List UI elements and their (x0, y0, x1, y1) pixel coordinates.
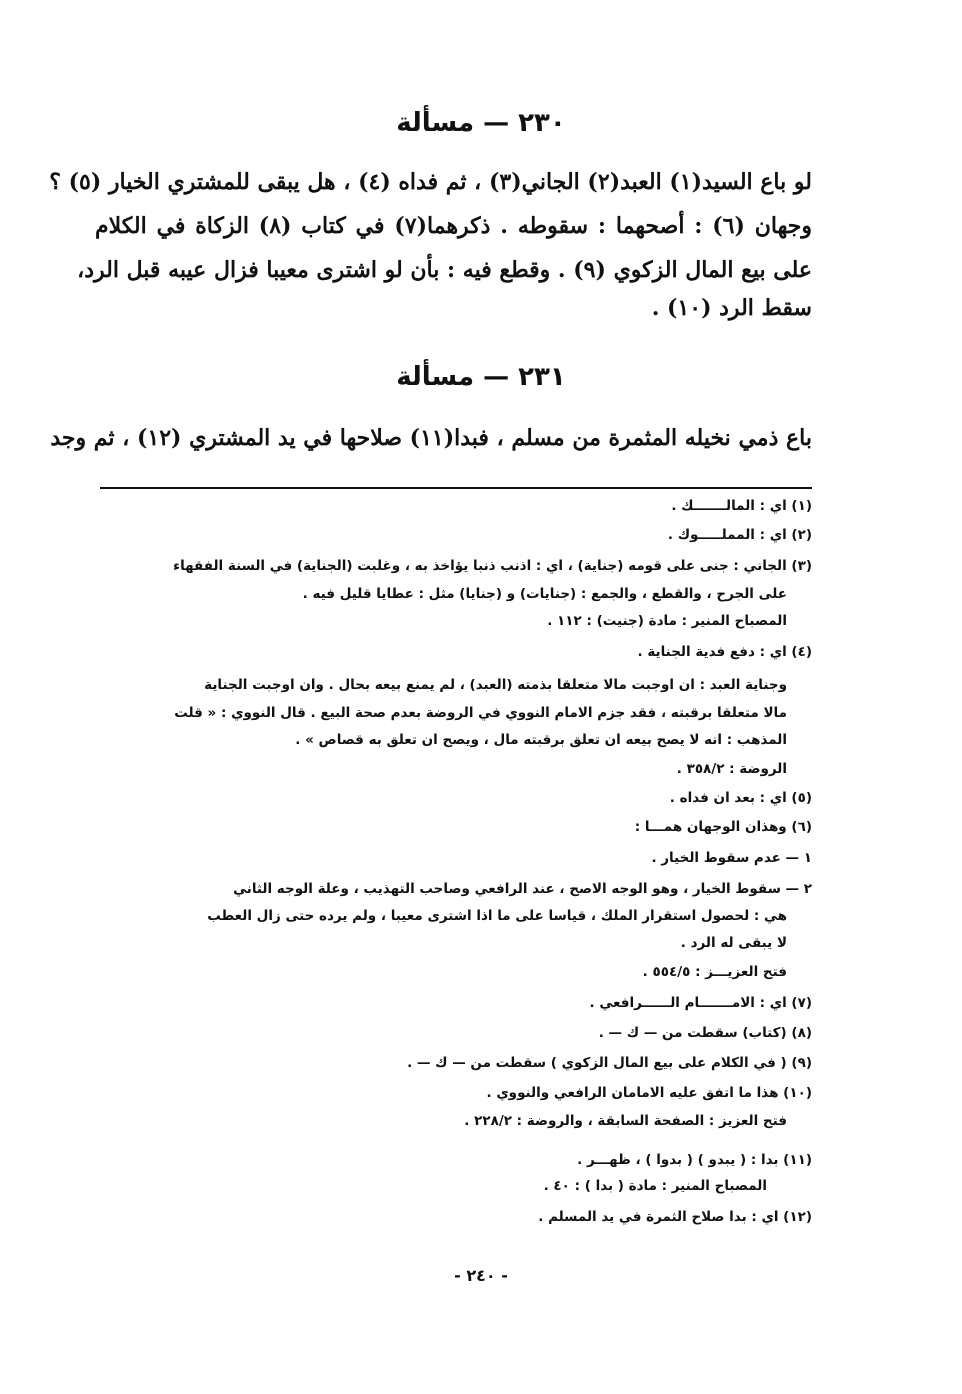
footnote-4-cont-2: مالا متعلقا برقبته ، فقد جزم الامام النووي في الروضة بعدم صحة البيع . قال النووي : « قلت (174, 705, 787, 721)
footnote-4: (٤) اي : دفع فدية الجناية . (637, 644, 812, 660)
footnote-9: (٩) ( في الكلام على بيع المال الزكوي ) سقطت من — ك — . (407, 1055, 812, 1071)
footnote-10-source: فتح العزيز : الصفحة السابقة ، والروضة : ٢٢٨/٢ . (464, 1113, 787, 1129)
footnote-6-item-1: ١ — عدم سقوط الخيار . (651, 850, 812, 866)
footnote-6-item-2-cont-2: لا يبقى له الرد . (680, 935, 787, 951)
footnote-6-item-2: ٢ — سقوط الخيار ، وهو الوجه الاصح ، عند الرافعي وصاحب التهذيب ، وعلة الوجه الثاني (233, 881, 812, 897)
issue-231-line-1: باع ذمي نخيله المثمرة من مسلم ، فبدا(١١) صلاحها في يد المشتري (١٢) ، ثم وجد (50, 425, 812, 451)
issue-231-heading: ٢٣١ — مسألة (396, 362, 566, 392)
footnote-3-cont: على الجرح ، والقطع ، والجمع : (جنايات) و (جنايا) مثل : عطايا قليل فيه . (302, 586, 787, 602)
footnote-10: (١٠) هذا ما اتفق عليه الامامان الرافعي والنووي . (486, 1085, 812, 1101)
footnote-4-cont-3: المذهب : انه لا يصح بيعه ان تعلق برقبته مال ، ويصح ان تعلق به قصاص » . (295, 732, 787, 748)
footnote-6-item-2-cont: هي : لحصول استقرار الملك ، قياسا على ما اذا اشترى معيبا ، ولم يرده حتى زال العطب (207, 908, 787, 924)
footnote-12: (١٢) اي : بدا صلاح الثمرة في يد المسلم . (538, 1209, 812, 1225)
footnote-11-source: المصباح المنير : مادة ( بدا ) : ٤٠ . (543, 1178, 767, 1194)
footnote-4-cont-1: وجناية العبد : ان اوجبت مالا متعلقا بذمته (العبد) ، لم يمنع بيعه بحال . وان اوجبت الجناية (204, 677, 787, 693)
footnote-3-source: المصباح المنير : مادة (جنيت) : ١١٢ . (547, 613, 787, 629)
footnote-8: (٨) (كتاب) سقطت من — ك — . (598, 1025, 812, 1041)
issue-230-line-3: على بيع المال الزكوي (٩) . وقطع فيه : بأن لو اشترى معيبا فزال عيبه قبل الرد، (77, 257, 812, 283)
issue-230-line-1: لو باع السيد(١) العبد(٢) الجاني(٣) ، ثم فداه (٤) ، هل يبقى للمشتري الخيار (٥) ؟ (49, 169, 812, 195)
footnote-4-source: الروضة : ٣٥٨/٢ . (676, 761, 787, 777)
footnote-2: (٢) اي : المملـــــوك . (667, 527, 812, 543)
footnote-3: (٣) الجاني : جنى على قومه (جناية) ، اي : اذنب ذنبا يؤاخذ به ، وغلبت (الجناية) في السنة الفقهاء (173, 558, 812, 574)
footnote-11: (١١) بدا : ( يبدو ) ( بدوا ) ، ظهـــر . (577, 1152, 812, 1168)
footnote-1: (١) اي : المالـــــــك . (671, 498, 812, 514)
issue-230-heading: ٢٣٠ — مسألة (396, 108, 566, 138)
page-number: - ٢٤٠ - (454, 1266, 508, 1285)
issue-230-line-4: سقط الرد (١٠) . (651, 295, 812, 321)
footnote-5: (٥) اي : بعد ان فداه . (669, 790, 812, 806)
footnote-6-source: فتح العزيـــز : ٥٥٤/٥ . (642, 964, 787, 980)
footnote-6: (٦) وهذان الوجهان همـــا : (634, 819, 812, 835)
footnote-7: (٧) اي : الامـــــــام الــــــرافعي . (589, 995, 812, 1011)
issue-230-line-2: وجهان (٦) : أصحهما : سقوطه . ذكرهما(٧) في كتاب (٨) الزكاة في الكلام (95, 213, 812, 239)
footnote-separator (100, 487, 812, 489)
